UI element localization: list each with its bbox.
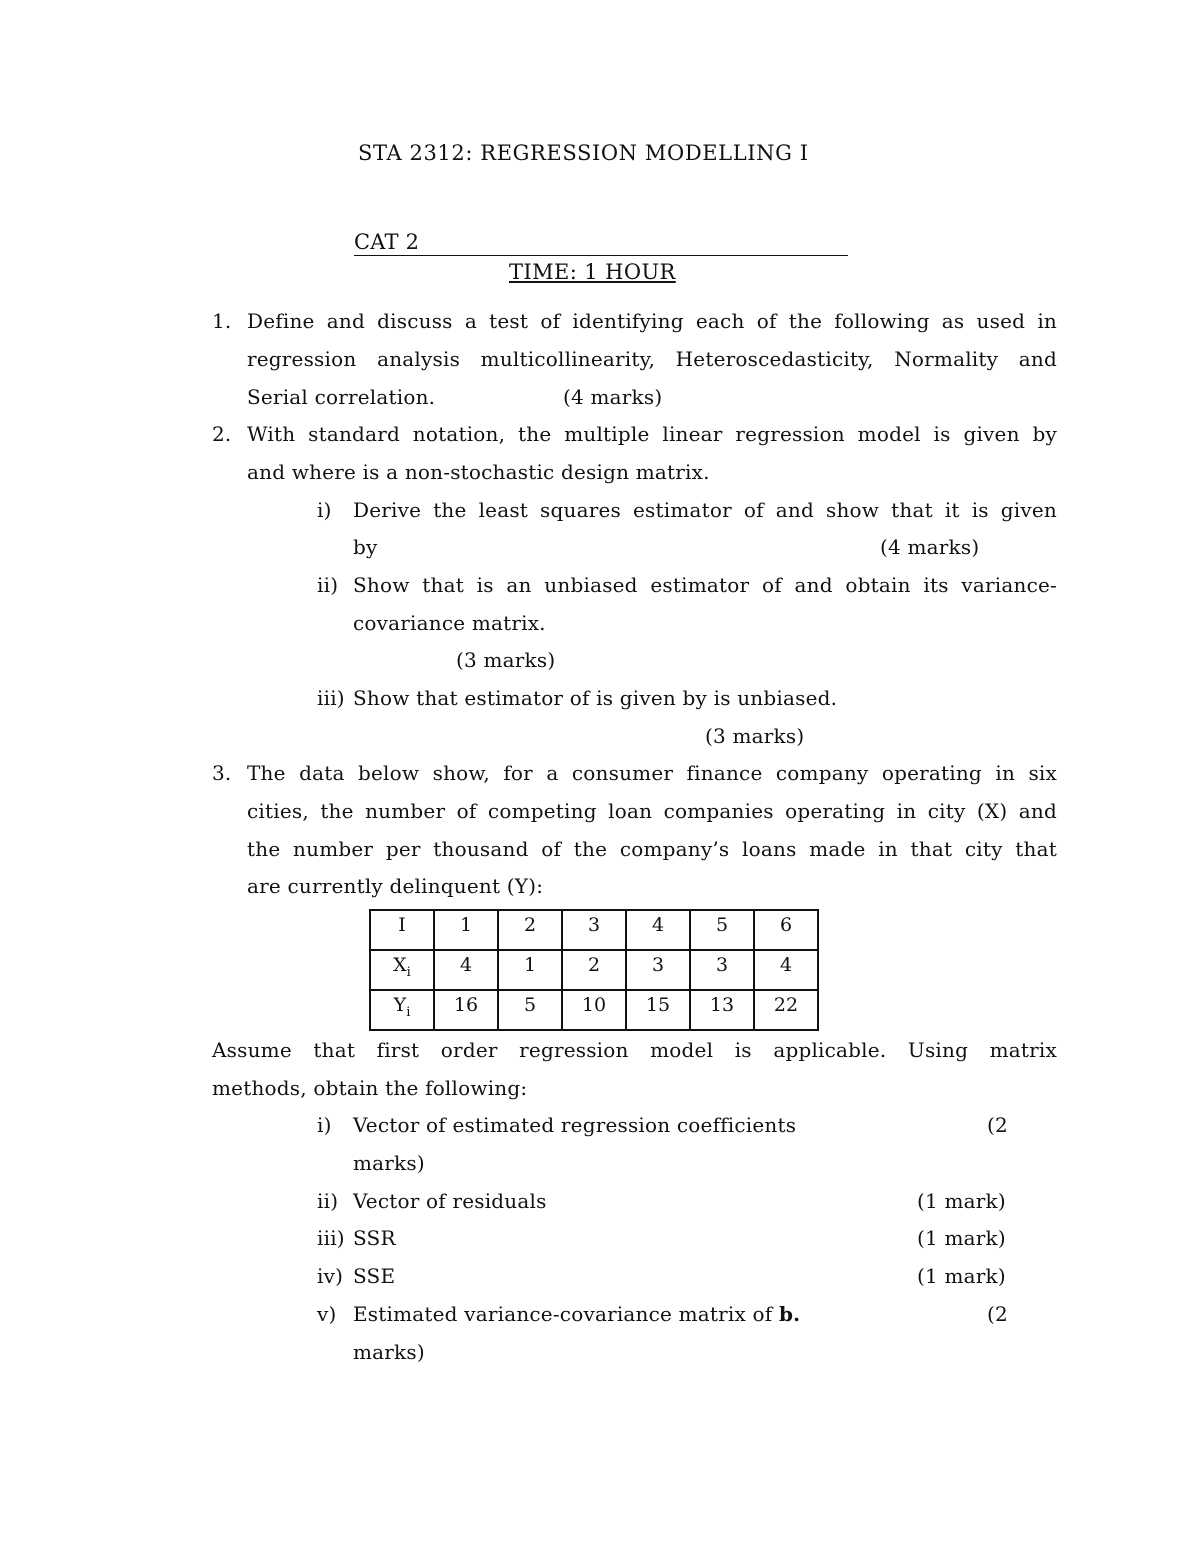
q2-line2: and where is a non-stochastic design matrix. [247,460,710,484]
q3-line1: The data below show, for a consumer finance company operating in six [247,761,1057,785]
table-cell: 3 [626,950,690,990]
table-cell: 3 [562,910,626,950]
q3-assume-line2: methods, obtain the following: [212,1076,528,1100]
data-table [369,909,819,1031]
q2-number: 2. [212,422,232,446]
q3-part-label: ii) [317,1189,339,1213]
table-cell: 22 [754,990,818,1030]
q2-ii-line2: covariance matrix. [353,611,546,635]
table-row-y [370,990,818,1030]
page-title: STA 2312: REGRESSION MODELLING I [358,141,809,165]
q3-part-label: i) [317,1113,332,1137]
q1-line1: Define and discuss a test of identifying each of the following as used in [247,309,1057,333]
q3-v-text: Estimated variance-covariance matrix of [353,1302,779,1326]
cat-label: CAT 2 [354,229,848,256]
table-cell: 6 [754,910,818,950]
q1-number: 1. [212,309,232,333]
q3-v-bold: b. [778,1302,801,1326]
q3-v-marks: (2 [987,1302,1008,1326]
table-cell: 13 [690,990,754,1030]
table-cell: 15 [626,990,690,1030]
q3-v-line2: marks) [353,1340,425,1364]
q2-iii-marks: (3 marks) [705,724,805,748]
q2-iii-line1: Show that estimator of is given by is unbiased. [353,686,838,710]
q3-part-marks: (2 [987,1113,1008,1137]
x-label: X [393,954,407,976]
table-cell: I [370,910,434,950]
q3-part-text: Vector of estimated regression coefficients [353,1113,797,1137]
q3-line4: are currently delinquent (Y): [247,874,544,898]
q3-v-label: v) [317,1302,337,1326]
q3-part-label: iii) [317,1226,345,1250]
table-cell: 2 [562,950,626,990]
table-row-label [370,990,434,1030]
x-subscript: i [406,964,411,980]
q3-assume-line1: Assume that first order regression model is applicable. Using matrix [212,1038,1057,1062]
table-cell: 5 [498,990,562,1030]
q3-part-marks: (1 mark) [917,1264,1006,1288]
table-cell: 4 [754,950,818,990]
q2-i-line1: Derive the least squares estimator of and show that it is given [353,498,1057,522]
q2-i-marks: (4 marks) [880,535,980,559]
table-row-label [370,950,434,990]
q2-i-label: i) [317,498,332,522]
q2-line1: With standard notation, the multiple linear regression model is given by [247,422,1057,446]
q3-number: 3. [212,761,232,785]
q3-part-marks: (1 mark) [917,1189,1006,1213]
table-row-i [370,910,818,950]
q1-marks: (4 marks) [563,385,663,409]
table-row-x [370,950,818,990]
q3-part-text: SSE [353,1264,396,1288]
q2-ii-label: ii) [317,573,339,597]
table-cell: 3 [690,950,754,990]
table-cell: 5 [690,910,754,950]
q3-part-text: Vector of residuals [353,1189,547,1213]
q3-part-text: SSR [353,1226,396,1250]
table-cell: 4 [434,950,498,990]
q3-v-line1 [353,1301,800,1327]
table-cell: 16 [434,990,498,1030]
table-cell: 4 [626,910,690,950]
q1-line2: regression analysis multicollinearity, Heteroscedasticity, Normality and [247,347,1057,371]
q3-part-label: iv) [317,1264,344,1288]
q3-part-marks: (1 mark) [917,1226,1006,1250]
table-cell: 2 [498,910,562,950]
q2-i-line2: by [353,535,378,559]
q3-line2: cities, the number of competing loan companies operating in city (X) and [247,799,1057,823]
table-cell: 10 [562,990,626,1030]
y-subscript: i [406,1004,411,1020]
time-label: TIME: 1 HOUR [509,260,676,284]
q2-ii-marks: (3 marks) [456,648,556,672]
q3-part-text: marks) [353,1151,425,1175]
table-cell: 1 [498,950,562,990]
table-cell: 1 [434,910,498,950]
y-label: Y [393,994,407,1016]
q2-iii-label: iii) [317,686,345,710]
q1-line3: Serial correlation. [247,385,436,409]
q3-line3: the number per thousand of the company’s loans made in that city that [247,837,1057,861]
q2-ii-line1: Show that is an unbiased estimator of and obtain its variance- [353,573,1057,597]
